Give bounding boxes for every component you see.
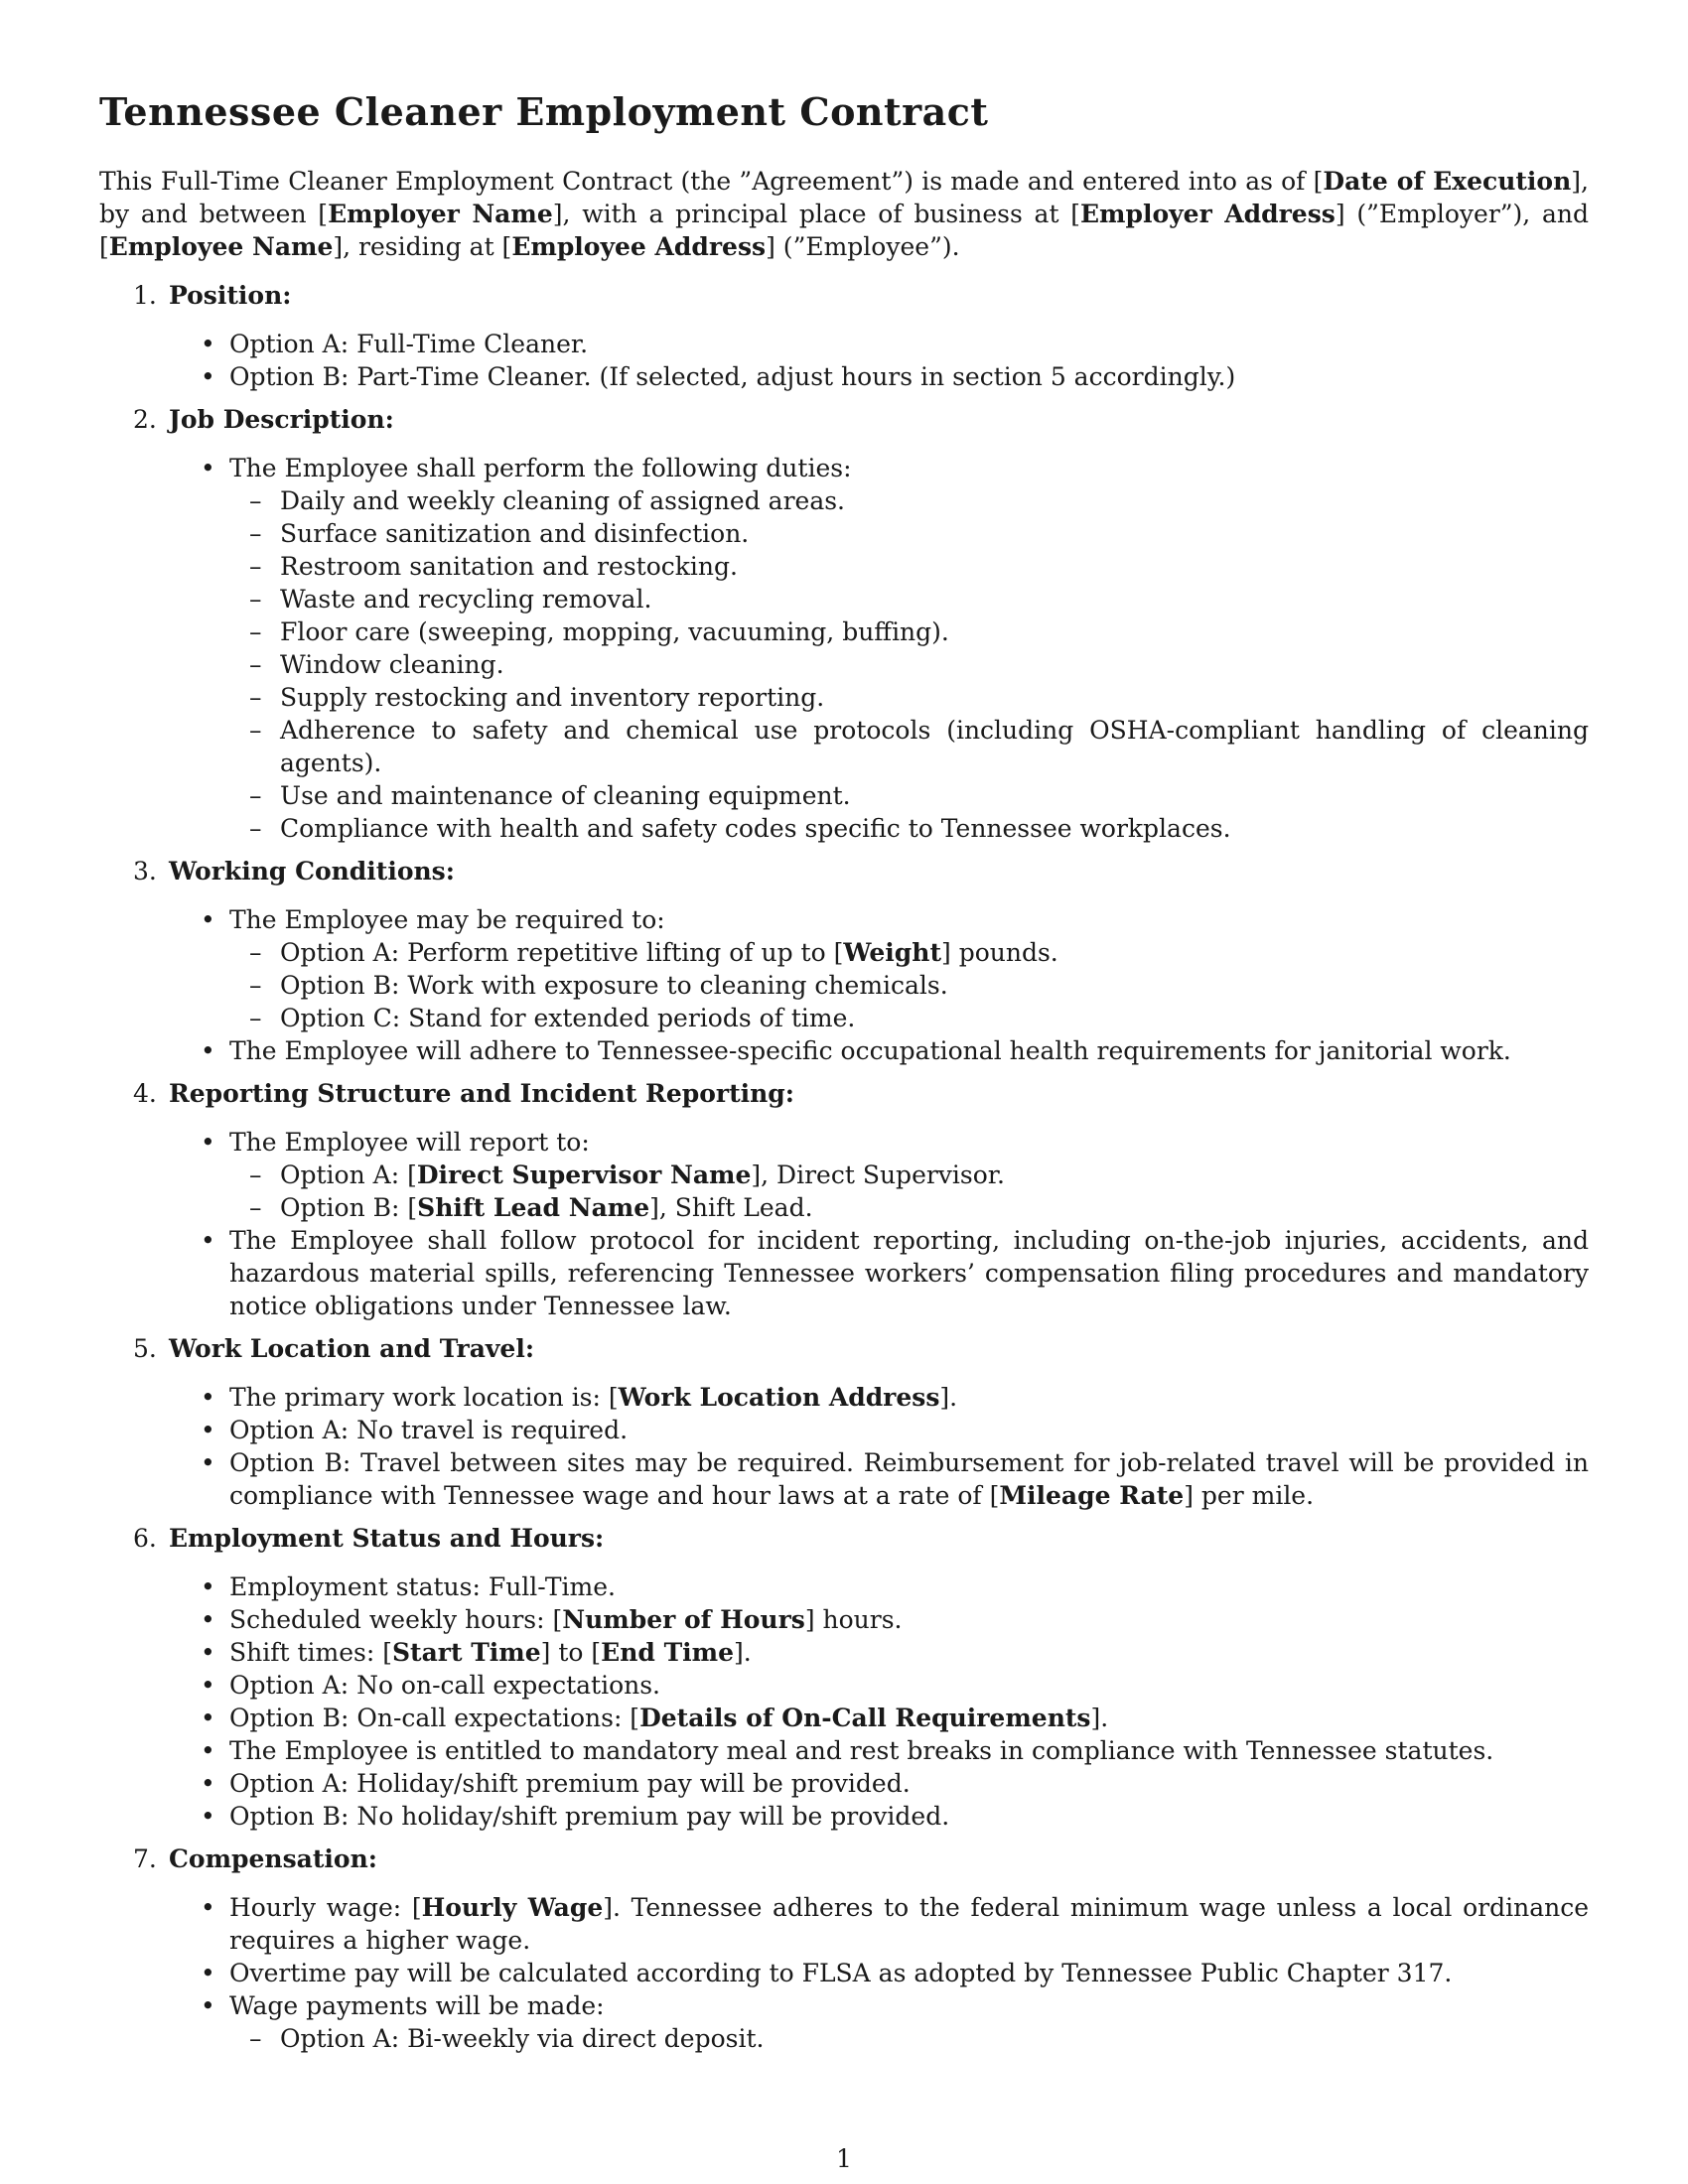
duty-item: – Compliance with health and safety codes specific to Tennessee workplaces. (249, 814, 1231, 843)
section-working-conditions: 3. Working Conditions: • The Employee may be required to: – Option A: Perform repetitive lifting of up to [Weight] pounds. – Option B: Work with exposure to cleaning chemicals. – Option C: Stand for extended periods of time. • The Employee will adhere to Tennessee-specific occupational health requirements for janitorial work. (99, 855, 1589, 1067)
list-item: • The Employee will report to: – Option A: [Direct Supervisor Name], Direct Supervisor. – Option B: [Shift Lead Name], Shift Lead. (169, 1126, 1589, 1224)
section-title: Compensation: (169, 1844, 377, 1873)
list-item: • Hourly wage: [Hourly Wage]. Tennessee adheres to the federal minimum wage unless a local ordinance requires a higher wage. (201, 1893, 1589, 1955)
option-item: – Option A: Perform repetitive lifting of up to [Weight] pounds. (249, 938, 1058, 967)
list-item: • The Employee will adhere to Tennessee-specific occupational health requirements for janitorial work. (201, 1036, 1511, 1065)
duty-item: – Adherence to safety and chemical use protocols (including OSHA-compliant handling of cleaning agents). (249, 716, 1589, 777)
section-position: 1. Position: • Option A: Full-Time Cleaner. • Option B: Part-Time Cleaner. (If selected, adjust hours in section 5 accordingly.) (99, 279, 1589, 393)
section-title: Employment Status and Hours: (169, 1524, 605, 1553)
list-item: • The primary work location is: [Work Location Address]. (201, 1383, 958, 1412)
list-item: • The Employee may be required to: – Option A: Perform repetitive lifting of up to [Weight] pounds. – Option B: Work with exposure to cleaning chemicals. – Option C: Stand for extended periods of time. (169, 903, 1589, 1034)
section-job-description: 2. Job Description: • The Employee shall perform the following duties: – Daily and weekly cleaning of assigned areas. – Surface sanitization and disinfection. – Restroom sanitation and restocking. – Waste and recycling removal. – Floor care (sweeping, mopping, vacuuming, buffing). – Window cleaning. – Supply restocking and inventory reporting. – Adherence to safety and chemical use protocols (including OSHA-compliant handling of cleaning agents). – Use and maintenance of cleaning equipment. – Compliance with health and safety codes specific to Tennessee workplaces. (133, 405, 1589, 843)
list-item: • Option A: No travel is required. (201, 1416, 629, 1444)
list-item: • Option A: Full-Time Cleaner. (201, 330, 589, 358)
list-item: • Option B: No holiday/shift premium pay will be provided. (201, 1802, 950, 1831)
contract-page (99, 87, 1589, 2065)
option-item: – Option A: [Direct Supervisor Name], Direct Supervisor. (249, 1160, 1005, 1189)
section-title: Working Conditions: (169, 857, 455, 886)
duty-item: – Use and maintenance of cleaning equipment. (249, 781, 851, 810)
section-reporting: 4. Reporting Structure and Incident Reporting: • The Employee will report to: – Option A: [Direct Supervisor Name], Direct Supervisor. – Option B: [Shift Lead Name], Shift Lead. • The Employee shall follow protocol for incident reporting, including on-the-job injuries, accidents, and hazardous material spills, referencing Tennessee workers’ compensation filing procedures and mandatory notice obligations under Tennessee law. (133, 1079, 1589, 1320)
list-item: • Option A: No on-call expectations. (201, 1671, 660, 1700)
page-number: 1 (836, 2144, 852, 2173)
list-item: • The Employee is entitled to mandatory meal and rest breaks in compliance with Tennessee statutes. (201, 1736, 1494, 1765)
duty-item: – Floor care (sweeping, mopping, vacuuming, buffing). (249, 617, 949, 646)
duty-item: – Daily and weekly cleaning of assigned areas. (249, 486, 846, 515)
duty-item: – Window cleaning. (249, 650, 504, 679)
list-item: • Overtime pay will be calculated according to FLSA as adopted by Tennessee Public Chapter 317. (201, 1959, 1453, 1987)
list-item: • Employment status: Full-Time. (201, 1572, 616, 1601)
duty-item: – Restroom sanitation and restocking. (249, 552, 738, 581)
list-item: • Option A: Holiday/shift premium pay will be provided. (201, 1769, 911, 1798)
option-item: – Option B: [Shift Lead Name], Shift Lead. (249, 1193, 813, 1222)
list-item: • Option B: On-call expectations: [Details of On-Call Requirements]. (201, 1704, 1109, 1732)
intro-paragraph: This Full-Time Cleaner Employment Contract (the ”Agreement”) is made and entered into as of [Date of Execution], by and between [Employer Name], with a principal place of business at [Employer Address] (”Employer”), and [Employee Name], residing at [Employee Address] (”Employee”). (99, 167, 1589, 261)
list-item: • The Employee shall follow protocol for incident reporting, including on-the-job injuries, accidents, and hazardous material spills, referencing Tennessee workers’ compensation filing procedures and mandatory notice obligations under Tennessee law. (201, 1226, 1589, 1320)
list-item: • Option B: Travel between sites may be required. Reimbursement for job-related travel will be provided in compliance with Tennessee wage and hour laws at a rate of [Mileage Rate] per mile. (201, 1448, 1589, 1510)
list-item: • Scheduled weekly hours: [Number of Hours] hours. (201, 1605, 903, 1634)
list-item: • Shift times: [Start Time] to [End Time]. (201, 1638, 752, 1667)
section-title: Position: (169, 281, 292, 310)
page-title: Tennessee Cleaner Employment Contract (99, 89, 989, 134)
section-title: Work Location and Travel: (169, 1334, 535, 1363)
list-item: • Option B: Part-Time Cleaner. (If selected, adjust hours in section 5 accordingly.) (201, 362, 1236, 391)
section-list (99, 279, 1589, 2055)
list-item: • The Employee shall perform the following duties: – Daily and weekly cleaning of assigned areas. – Surface sanitization and disinfection. – Restroom sanitation and restocking. – Waste and recycling removal. – Floor care (sweeping, mopping, vacuuming, buffing). – Window cleaning. – Supply restocking and inventory reporting. – Adherence to safety and chemical use protocols (including OSHA-compliant handling of cleaning agents). – Use and maintenance of cleaning equipment. – Compliance with health and safety codes specific to Tennessee workplaces. (201, 454, 1589, 843)
option-item: – Option B: Work with exposure to cleaning chemicals. (249, 971, 948, 1000)
list-item: • Wage payments will be made: – Option A: Bi-weekly via direct deposit. (169, 1989, 1589, 2055)
section-title: Reporting Structure and Incident Reporting: (169, 1079, 794, 1108)
section-compensation: 7. Compensation: • Hourly wage: [Hourly Wage]. Tennessee adheres to the federal minimum wage unless a local ordinance requires a higher wage. • Overtime pay will be calculated according to FLSA as adopted by Tennessee Public Chapter 317. • Wage payments will be made: – Option A: Bi-weekly via direct deposit. (133, 1844, 1589, 2053)
option-item: – Option C: Stand for extended periods of time. (249, 1004, 856, 1032)
section-work-location: 5. Work Location and Travel: • The primary work location is: [Work Location Address]. • Option A: No travel is required. • Option B: Travel between sites may be required. Reimbursement for job-related travel will be provided in compliance with Tennessee wage and hour laws at a rate of [Mileage Rate] per mile. (133, 1334, 1589, 1510)
duty-item: – Waste and recycling removal. (249, 585, 652, 614)
duty-item: – Surface sanitization and disinfection. (249, 519, 750, 548)
duty-item: – Supply restocking and inventory reporting. (249, 683, 825, 712)
section-title: Job Description: (169, 405, 394, 434)
section-employment-status: 6. Employment Status and Hours: • Employment status: Full-Time. • Scheduled weekly hours: [Number of Hours] hours. • Shift times: [Start Time] to [End Time]. • Option A: No on-call expectations. • Option B: On-call expectations: [Details of On-Call Requirements]. • The Employee is entitled to mandatory meal and rest breaks in compliance with Tennessee statutes. • Option A: Holiday/shift premium pay will be provided. • Option B: No holiday/shift premium pay will be provided. (99, 1522, 1589, 1833)
option-item: – Option A: Bi-weekly via direct deposit. (249, 2024, 765, 2053)
